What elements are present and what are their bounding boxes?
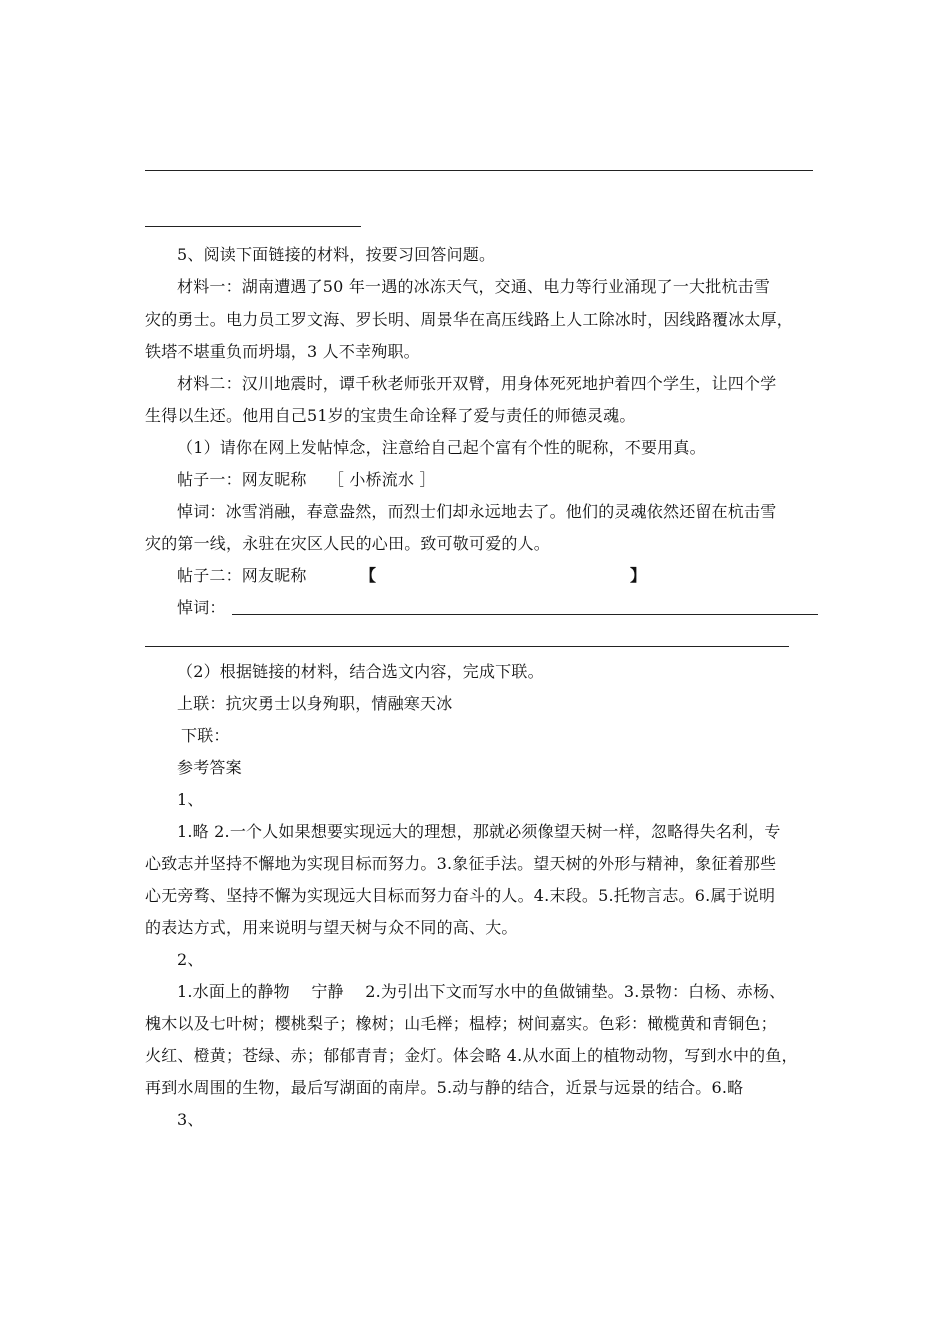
- answer-number-1: 1、: [177, 790, 204, 809]
- post-1-row: [177, 469, 436, 491]
- post-2-label: 帖子二：网友昵称: [177, 566, 307, 585]
- answer-number-3: 3、: [177, 1110, 204, 1129]
- nickname-bracket-open: 【: [360, 566, 377, 585]
- post-1-nickname: ［ 小桥流水 ］: [327, 470, 436, 489]
- eulogy-1-line: 悼词：冰雪消融，春意盎然，而烈士们却永远地去了。他们的灵魂依然还留在杭击雪: [177, 502, 777, 521]
- eulogy-2-blank-line: [232, 614, 818, 615]
- post-1-label: 帖子一：网友昵称: [177, 470, 307, 489]
- answer-1-line: 心无旁骛、坚持不懈为实现远大目标而努力奋斗的人。4.末段。5.托物言志。6.属于说明: [145, 886, 776, 905]
- eulogy-2-label: 悼词：: [177, 598, 226, 617]
- eulogy-2-blank-line-2: [145, 646, 789, 647]
- couplet-lower: 下联：: [181, 726, 230, 745]
- answer-1-line: 1.略 2.一个人如果想要实现远大的理想，那就必须像望天树一样，忽略得失名利，专: [177, 822, 781, 841]
- material-2-line: 材料二：汉川地震时，谭千秋老师张开双臂，用身体死死地护着四个学生，让四个学: [177, 374, 777, 393]
- answer-number-2: 2、: [177, 950, 204, 969]
- answer-2-line: 1.水面上的静物 宁静 2.为引出下文而写水中的鱼做铺垫。3.景物：白杨、赤杨、: [177, 982, 786, 1001]
- material-2-line: 生得以生还。他用自己51岁的宝贵生命诠释了爱与责任的师德灵魂。: [145, 406, 636, 425]
- answer-blank-line-short: [145, 226, 361, 227]
- nickname-bracket-close: 】: [630, 566, 647, 585]
- sub-question-2: （2）根据链接的材料，结合选文内容，完成下联。: [177, 662, 544, 681]
- question-5-heading: 5、阅读下面链接的材料，按要习回答问题。: [177, 245, 496, 264]
- answer-2-line: 再到水周围的生物，最后写湖面的南岸。5.动与静的结合，近景与远景的结合。6.略: [145, 1078, 744, 1097]
- answers-title: 参考答案: [177, 758, 242, 777]
- answer-blank-line: [145, 170, 813, 171]
- answer-1-line: 心致志并坚持不懈地为实现目标而努力。3.象征手法。望天树的外形与精神，象征着那些: [145, 854, 777, 873]
- answer-2-line: 槐木以及七叶树；樱桃梨子；橡树；山毛榉；榅桲；树间嘉实。色彩：橄榄黄和青铜色；: [145, 1014, 777, 1033]
- material-1-line: 铁塔不堪重负而坍塌，3 人不幸殉职。: [145, 342, 420, 361]
- material-1-line: 灾的勇士。电力员工罗文海、罗长明、周景华在高压线路上人工除冰时，因线路覆冰太厚，: [145, 310, 794, 329]
- answer-2-line: 火红、橙黄；苍绿、赤；郁郁青青；金灯。体会略 4.从水面上的植物动物，写到水中的鱼，: [145, 1046, 798, 1065]
- eulogy-1-line: 灾的第一线，永驻在灾区人民的心田。致可敬可爱的人。: [145, 534, 551, 553]
- answer-1-line: 的表达方式，用来说明与望天树与众不同的高、大。: [145, 918, 518, 937]
- sub-question-1: （1）请你在网上发帖悼念，注意给自己起个富有个性的昵称，不要用真。: [177, 438, 706, 457]
- couplet-upper: 上联：抗灾勇士以身殉职，情融寒天冰: [177, 694, 453, 713]
- material-1-line: 材料一：湖南遭遇了50 年一遇的冰冻天气，交通、电力等行业涌现了一大批杭击雪: [177, 277, 771, 296]
